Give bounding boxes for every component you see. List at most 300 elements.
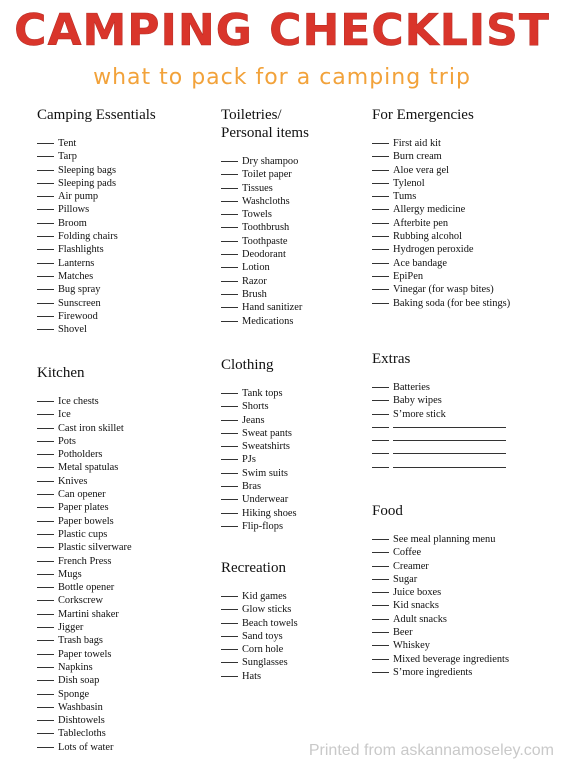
check-blank	[37, 680, 54, 681]
check-blank	[372, 539, 389, 540]
checklist-item-label: Metal spatulas	[58, 462, 119, 474]
check-blank	[372, 414, 389, 415]
checklist-item	[37, 621, 132, 634]
checklist-item	[37, 515, 132, 528]
checklist-item	[37, 177, 156, 190]
check-blank	[221, 446, 238, 447]
check-blank	[221, 486, 238, 487]
checklist	[372, 381, 506, 474]
check-blank	[37, 236, 54, 237]
check-blank	[37, 494, 54, 495]
checklist-item-label: Ice chests	[58, 396, 99, 407]
checklist-item-label: Underwear	[242, 494, 289, 506]
checklist-item	[221, 208, 309, 221]
checklist-item-label: Dishtowels	[58, 715, 105, 727]
checklist-item-label: Tarp	[58, 151, 77, 163]
checklist-item	[221, 440, 297, 453]
check-blank	[372, 223, 389, 224]
checklist-item-label: Adult snacks	[393, 613, 447, 625]
checklist-item	[37, 501, 132, 514]
check-blank	[221, 596, 238, 597]
checklist-item-label: Beach towels	[242, 617, 298, 629]
checklist-item-label: Mugs	[58, 568, 82, 580]
check-blank	[37, 454, 54, 455]
blank-entry-line	[372, 461, 506, 474]
checklist-item-label: Paper towels	[58, 648, 112, 660]
checklist-item-label: PJs	[242, 454, 256, 466]
section-heading: For Emergencies	[372, 107, 474, 123]
checklist-item	[37, 461, 132, 474]
check-blank	[372, 659, 389, 660]
checklist	[372, 533, 513, 679]
checklist-item-label: Sweatshirts	[242, 441, 290, 453]
checklist-item	[372, 394, 506, 407]
checklist	[221, 590, 298, 683]
checklist-item-label: Ace bandage	[393, 257, 447, 269]
checklist-item-label: S’more stick	[393, 408, 446, 420]
check-blank	[37, 733, 54, 734]
checklist-item-label: Napkins	[58, 661, 93, 673]
checklist-item	[221, 507, 297, 520]
check-blank	[221, 662, 238, 663]
checklist-item-label: Dish soap	[58, 675, 100, 687]
check-blank	[372, 276, 389, 277]
check-blank	[221, 294, 238, 295]
checklist-item-label: Pots	[58, 435, 76, 447]
checklist-item	[372, 270, 513, 283]
checklist-item-label: Sponge	[58, 688, 90, 700]
checklist-item-label: Lotion	[242, 262, 270, 274]
checklist-item-label: Baby wipes	[393, 395, 442, 407]
checklist-item	[37, 243, 156, 256]
blank-entry-line	[372, 421, 506, 434]
checklist-item-label: Hats	[242, 670, 262, 682]
checklist-item	[37, 488, 132, 501]
checklist-item-label: Hydrogen peroxide	[393, 244, 474, 256]
section-heading: Clothing	[221, 357, 274, 373]
checklist-item	[221, 603, 298, 616]
check-blank	[221, 393, 238, 394]
checklist-item	[37, 323, 156, 336]
check-blank	[37, 574, 54, 575]
checklist	[221, 387, 297, 533]
check-blank	[221, 267, 238, 268]
checklist-item	[37, 568, 132, 581]
check-blank	[37, 170, 54, 171]
check-blank	[372, 467, 389, 468]
checklist-item	[37, 541, 132, 554]
checklist-item	[37, 217, 156, 230]
checklist-item	[372, 653, 513, 666]
checklist-item-label: Allergy medicine	[393, 204, 466, 216]
checklist-item	[221, 168, 309, 181]
checklist-item-label: Toothbrush	[242, 222, 290, 234]
checklist-item	[221, 288, 309, 301]
checklist-item-label: Bug spray	[58, 284, 101, 296]
check-blank	[372, 592, 389, 593]
checklist-item	[221, 630, 298, 643]
check-blank	[37, 303, 54, 304]
checklist-item-label: Medications	[242, 315, 294, 327]
check-blank	[221, 406, 238, 407]
checklist-item-label: Sleeping bags	[58, 164, 117, 176]
check-blank	[372, 303, 389, 304]
check-blank	[221, 513, 238, 514]
checklist-item	[37, 661, 132, 674]
checklist-item-label: Washbasin	[58, 701, 103, 713]
check-blank	[221, 636, 238, 637]
checklist-item-label: Creamer	[393, 560, 429, 572]
checklist-item-label: Corkscrew	[58, 595, 104, 607]
check-blank	[372, 453, 389, 454]
checklist-item	[221, 195, 309, 208]
checklist-item	[37, 634, 132, 647]
checklist-item-label: Aloe vera gel	[393, 164, 449, 176]
check-blank	[37, 667, 54, 668]
check-blank	[221, 188, 238, 189]
checklist-item-label: Glow sticks	[242, 604, 292, 616]
checklist-item	[372, 408, 506, 421]
check-blank	[221, 623, 238, 624]
checklist-item	[221, 493, 297, 506]
checklist-item-label: Dry shampoo	[242, 156, 299, 167]
blank-entry-line	[372, 434, 506, 447]
check-blank	[221, 676, 238, 677]
checklist-item	[372, 243, 513, 256]
checklist-item	[37, 701, 132, 714]
check-blank	[372, 566, 389, 567]
section-heading: Camping Essentials	[37, 107, 156, 123]
checklist-item	[37, 741, 132, 754]
check-blank	[372, 427, 389, 428]
checklist-item	[372, 666, 513, 679]
checklist-item	[221, 248, 309, 261]
check-blank	[372, 170, 389, 171]
section-food	[372, 502, 513, 679]
checklist-item-label: Knives	[58, 475, 88, 487]
checklist-item-label: Hiking shoes	[242, 507, 297, 519]
checklist-item-label: Ice	[58, 409, 71, 421]
check-blank	[37, 561, 54, 562]
checklist-item	[37, 448, 132, 461]
checklist-item	[372, 150, 513, 163]
check-blank	[221, 526, 238, 527]
checklist-item-label: First aid kit	[393, 138, 441, 149]
checklist-item	[372, 586, 513, 599]
check-blank	[221, 473, 238, 474]
check-blank	[372, 249, 389, 250]
checklist-item	[372, 297, 513, 310]
check-blank	[37, 441, 54, 442]
checklist-item-label: Burn cream	[393, 151, 442, 163]
checklist-item-label: Sand toys	[242, 630, 283, 642]
check-blank	[372, 387, 389, 388]
checklist-item-label: Baking soda (for bee stings)	[393, 297, 511, 309]
checklist-item-label: Vinegar (for wasp bites)	[393, 284, 494, 296]
check-blank	[372, 263, 389, 264]
checklist-item-label: Jeans	[242, 414, 265, 426]
checklist-item-label: Deodorant	[242, 249, 286, 261]
section-recreation	[221, 559, 298, 683]
checklist-item	[37, 150, 156, 163]
page-subtitle: what to pack for a camping trip	[93, 65, 471, 90]
check-blank	[372, 552, 389, 553]
check-blank	[372, 143, 389, 144]
checklist-item	[372, 546, 513, 559]
checklist-item-label: Afterbite pen	[393, 217, 449, 229]
check-blank	[372, 632, 389, 633]
check-blank	[37, 600, 54, 601]
check-blank	[37, 183, 54, 184]
check-blank	[221, 459, 238, 460]
checklist-item-label: EpiPen	[393, 270, 424, 282]
check-blank	[37, 747, 54, 748]
section-heading: Kitchen	[37, 365, 85, 381]
checklist-item-label: Rubbing alcohol	[393, 231, 462, 243]
write-in-line	[393, 453, 506, 454]
write-in-line	[393, 427, 506, 428]
checklist-item-label: Tank tops	[242, 388, 283, 399]
check-blank	[221, 307, 238, 308]
checklist-item	[221, 467, 297, 480]
checklist-item-label: Tablecloths	[58, 728, 106, 740]
check-blank	[221, 254, 238, 255]
check-blank	[372, 289, 389, 290]
checklist-item-label: Cast iron skillet	[58, 422, 124, 434]
check-blank	[37, 587, 54, 588]
check-blank	[37, 401, 54, 402]
checklist-item	[221, 155, 309, 168]
checklist	[221, 155, 309, 328]
checklist-item-label: Can opener	[58, 489, 106, 501]
checklist-item	[37, 555, 132, 568]
check-blank	[372, 183, 389, 184]
checklist-item	[372, 613, 513, 626]
checklist-item-label: Swim suits	[242, 467, 288, 479]
checklist-item	[372, 560, 513, 573]
checklist-item	[372, 573, 513, 586]
checklist-item-label: Bras	[242, 481, 262, 493]
checklist-item	[221, 520, 297, 533]
checklist-item	[221, 182, 309, 195]
section-extras	[372, 350, 506, 474]
checklist-item	[37, 408, 132, 421]
checklist-item	[221, 275, 309, 288]
checklist-item	[37, 257, 156, 270]
checklist-item	[221, 427, 297, 440]
checklist-item	[37, 594, 132, 607]
checklist-item-label: Toothpaste	[242, 235, 288, 247]
section-heading-line2: Personal items	[221, 125, 309, 141]
check-blank	[221, 241, 238, 242]
checklist-item-label: Mixed beverage ingredients	[393, 653, 509, 665]
blank-entry-line	[372, 447, 506, 460]
checklist-item	[37, 297, 156, 310]
check-blank	[221, 174, 238, 175]
checklist-item	[37, 648, 132, 661]
check-blank	[37, 316, 54, 317]
check-blank	[37, 209, 54, 210]
checklist-item-label: Sweat pants	[242, 427, 292, 439]
check-blank	[221, 649, 238, 650]
write-in-line	[393, 467, 506, 468]
check-blank	[37, 627, 54, 628]
checklist-item	[372, 164, 513, 177]
checklist-item-label: Matches	[58, 270, 94, 282]
write-in-line	[393, 440, 506, 441]
checklist-item	[221, 387, 297, 400]
check-blank	[37, 694, 54, 695]
check-blank	[372, 440, 389, 441]
check-blank	[221, 609, 238, 610]
section-heading-line1: Toiletries/	[221, 107, 282, 123]
check-blank	[372, 645, 389, 646]
checklist-item-label: Folding chairs	[58, 231, 118, 243]
checklist-item	[372, 137, 513, 150]
check-blank	[221, 321, 238, 322]
checklist-item-label: Tent	[58, 138, 77, 149]
checklist-item-label: Batteries	[393, 382, 430, 393]
checklist-item-label: Trash bags	[58, 635, 103, 647]
checklist-item	[372, 381, 506, 394]
footer-watermark: Printed from askannamoseley.com	[308, 742, 554, 759]
checklist-item	[221, 590, 298, 603]
checklist-item	[221, 414, 297, 427]
checklist-item	[37, 203, 156, 216]
check-blank	[372, 605, 389, 606]
check-blank	[37, 507, 54, 508]
checklist-item-label: Beer	[393, 627, 413, 639]
checklist-item	[372, 626, 513, 639]
check-blank	[37, 720, 54, 721]
checklist-item	[372, 190, 513, 203]
section-toiletries	[221, 106, 309, 328]
check-blank	[37, 640, 54, 641]
check-blank	[37, 289, 54, 290]
checklist-item-label: Pillows	[58, 204, 90, 216]
checklist-item	[37, 608, 132, 621]
checklist-item	[37, 688, 132, 701]
checklist-item-label: Flashlights	[58, 244, 104, 256]
check-blank	[221, 227, 238, 228]
section-heading: Recreation	[221, 560, 286, 576]
checklist-item	[37, 190, 156, 203]
checklist-item-label: Kid snacks	[393, 600, 439, 612]
checklist-item	[37, 674, 132, 687]
check-blank	[372, 196, 389, 197]
checklist-item-label: Paper plates	[58, 502, 109, 514]
checklist-item-label: Sleeping pads	[58, 177, 117, 189]
checklist-item	[221, 235, 309, 248]
checklist-item	[221, 261, 309, 274]
checklist-item-label: Lots of water	[58, 741, 114, 753]
section-heading: Food	[372, 503, 403, 519]
checklist-item-label: Jigger	[58, 622, 84, 634]
checklist-item-label: Plastic cups	[58, 528, 108, 540]
checklist-item	[37, 714, 132, 727]
section-emergencies	[372, 106, 513, 310]
checklist-item-label: Air pump	[58, 191, 99, 203]
checklist-item	[37, 283, 156, 296]
check-blank	[37, 707, 54, 708]
check-blank	[37, 156, 54, 157]
checklist	[372, 137, 513, 310]
checklist-item-label: Tylenol	[393, 177, 425, 189]
check-blank	[37, 223, 54, 224]
section-heading: Extras	[372, 351, 411, 367]
checklist-item-label: Kid games	[242, 591, 287, 602]
checklist-item-label: Potholders	[58, 449, 103, 461]
checklist-item	[37, 395, 132, 408]
check-blank	[37, 276, 54, 277]
checklist-item	[221, 656, 298, 669]
checklist-item-label: Towels	[242, 209, 272, 221]
check-blank	[37, 263, 54, 264]
checklist-item-label: Broom	[58, 217, 87, 229]
checklist-item	[37, 230, 156, 243]
checklist-item-label: Lanterns	[58, 257, 95, 269]
checklist-item-label: Corn hole	[242, 644, 284, 656]
checklist-item	[372, 257, 513, 270]
checklist-item-label: Toilet paper	[242, 169, 292, 181]
checklist-item-label: Hand sanitizer	[242, 302, 303, 314]
checklist-item	[221, 315, 309, 328]
check-blank	[221, 281, 238, 282]
checklist-item	[372, 283, 513, 296]
checklist-item-label: Brush	[242, 288, 267, 300]
check-blank	[37, 414, 54, 415]
checklist-item	[37, 137, 156, 150]
checklist-item-label: Plastic silverware	[58, 542, 132, 554]
check-blank	[37, 143, 54, 144]
checklist-item-label: Tums	[393, 191, 417, 203]
checklist-item	[221, 643, 298, 656]
checklist-item-label: Martini shaker	[58, 608, 119, 620]
check-blank	[372, 579, 389, 580]
check-blank	[221, 499, 238, 500]
checklist-item	[37, 727, 132, 740]
section-clothing	[221, 356, 297, 533]
checklist	[37, 137, 156, 336]
checklist-item	[37, 164, 156, 177]
checklist-item-label: Razor	[242, 275, 267, 287]
checklist-item	[372, 203, 513, 216]
check-blank	[372, 400, 389, 401]
section-kitchen	[37, 364, 132, 754]
checklist-item	[372, 533, 513, 546]
check-blank	[37, 534, 54, 535]
checklist-item-label: Shorts	[242, 401, 269, 413]
checklist-item	[221, 617, 298, 630]
check-blank	[221, 420, 238, 421]
checklist-item-label: Paper bowels	[58, 515, 114, 527]
checklist-item	[372, 217, 513, 230]
checklist-item	[372, 639, 513, 652]
checklist-item-label: Firewood	[58, 310, 98, 322]
check-blank	[221, 214, 238, 215]
checklist-item	[372, 599, 513, 612]
checklist-item-label: Whiskey	[393, 640, 430, 652]
checklist-item-label: Washcloths	[242, 195, 290, 207]
check-blank	[372, 619, 389, 620]
check-blank	[37, 521, 54, 522]
checklist-item	[221, 453, 297, 466]
checklist-item-label: Shovel	[58, 324, 87, 336]
check-blank	[37, 329, 54, 330]
checklist-item	[221, 670, 298, 683]
checklist-item	[221, 400, 297, 413]
check-blank	[221, 161, 238, 162]
